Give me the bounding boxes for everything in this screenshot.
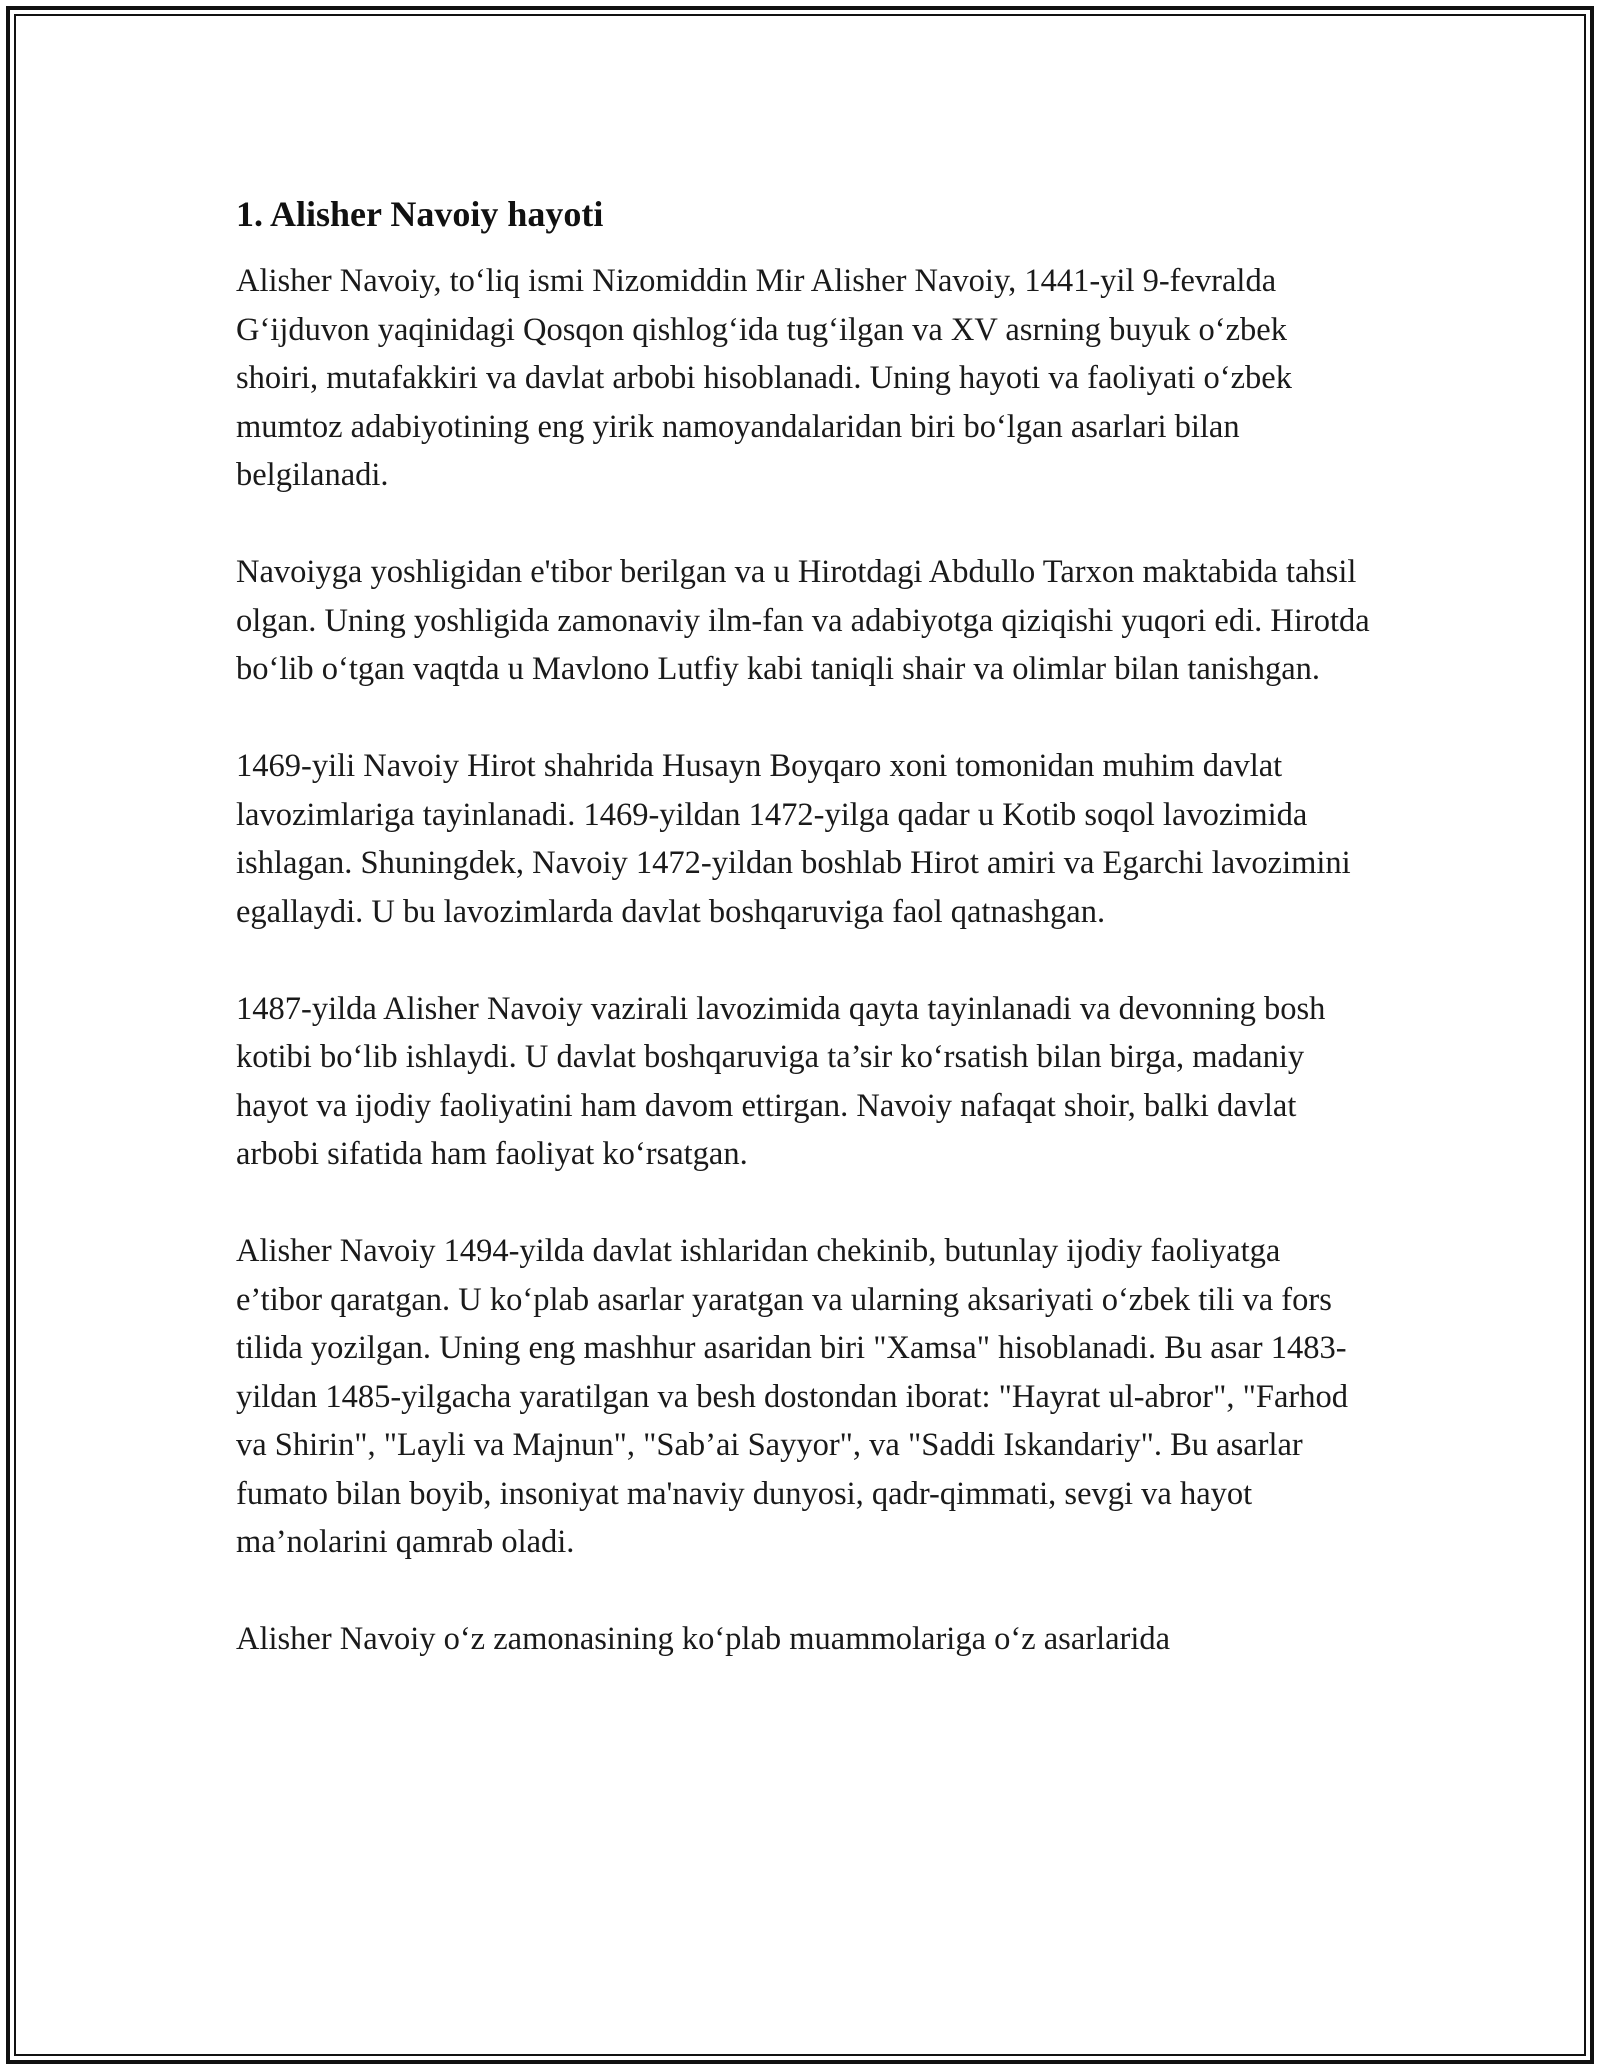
- paragraph-2: Navoiyga yoshligidan e'tibor berilgan va u Hirotdagi Abdullo Tarxon maktabida tahsil olgan. Uning yoshligida zamonaviy ilm-fan va adabiyotga qiziqishi yuqori edi. Hirotda bo‘lib o‘tgan vaqtda u Mavlono Lutfiy kabi taniqli shair va olimlar bilan tanishgan.: [236, 554, 1370, 687]
- document-body: [236, 185, 1371, 1712]
- paragraph-5: Alisher Navoiy 1494-yilda davlat ishlaridan chekinib, butunlay ijodiy faoliyatga e’tibor qaratgan. U ko‘plab asarlar yaratgan va ularning aksariyati o‘zbek tili va fors tilida yozilgan. Uning eng mashhur asaridan biri "Xamsa" hisoblanadi. Bu asar 1483-yildan 1485-yilgacha yaratilgan va besh dostondan iborat: "Hayrat ul-abror", "Farhod va Shirin", "Layli va Majnun", "Sab’ai Sayyor", va "Saddi Iskandariy". Bu asarlar fumato bilan boyib, insoniyat ma'naviy dunyosi, qadr-qimmati, sevgi va hayot ma’nolarini qamrab oladi.: [236, 1233, 1348, 1560]
- paragraph-6: Alisher Navoiy o‘z zamonasining ko‘plab muammolariga o‘z asarlarida: [236, 1621, 1171, 1657]
- paragraph-4: 1487-yilda Alisher Navoiy vazirali lavozimida qayta tayinlanadi va devonning bosh kotibi bo‘lib ishlaydi. U davlat boshqaruviga ta’sir ko‘rsatish bilan birga, madaniy hayot va ijodiy faoliyatini ham davom ettirgan. Navoiy nafaqat shoir, balki davlat arbobi sifatida ham faoliyat ko‘rsatgan.: [236, 990, 1326, 1172]
- paragraph-1: Alisher Navoiy, to‘liq ismi Nizomiddin Mir Alisher Navoiy, 1441-yil 9-fevralda G‘ijduvon yaqinidagi Qosqon qishlog‘ida tug‘ilgan va XV asrning buyuk o‘zbek shoiri, mutafakkiri va davlat arbobi hisoblanadi. Uning hayoti va faoliyati o‘zbek mumtoz adabiyotining eng yirik namoyandalaridan biri bo‘lgan asarlari bilan belgilanadi.: [236, 263, 1292, 493]
- paragraph-3: 1469-yili Navoiy Hirot shahrida Husayn Boyqaro xoni tomonidan muhim davlat lavozimlariga tayinlanadi. 1469-yildan 1472-yilga qadar u Kotib soqol lavozimida ishlagan. Shuningdek, Navoiy 1472-yildan boshlab Hirot amiri va Egarchi lavozimini egallaydi. U bu lavozimlarda davlat boshqaruviga faol qatnashgan.: [236, 748, 1351, 930]
- section-heading: 1. Alisher Navoiy hayoti: [236, 194, 604, 234]
